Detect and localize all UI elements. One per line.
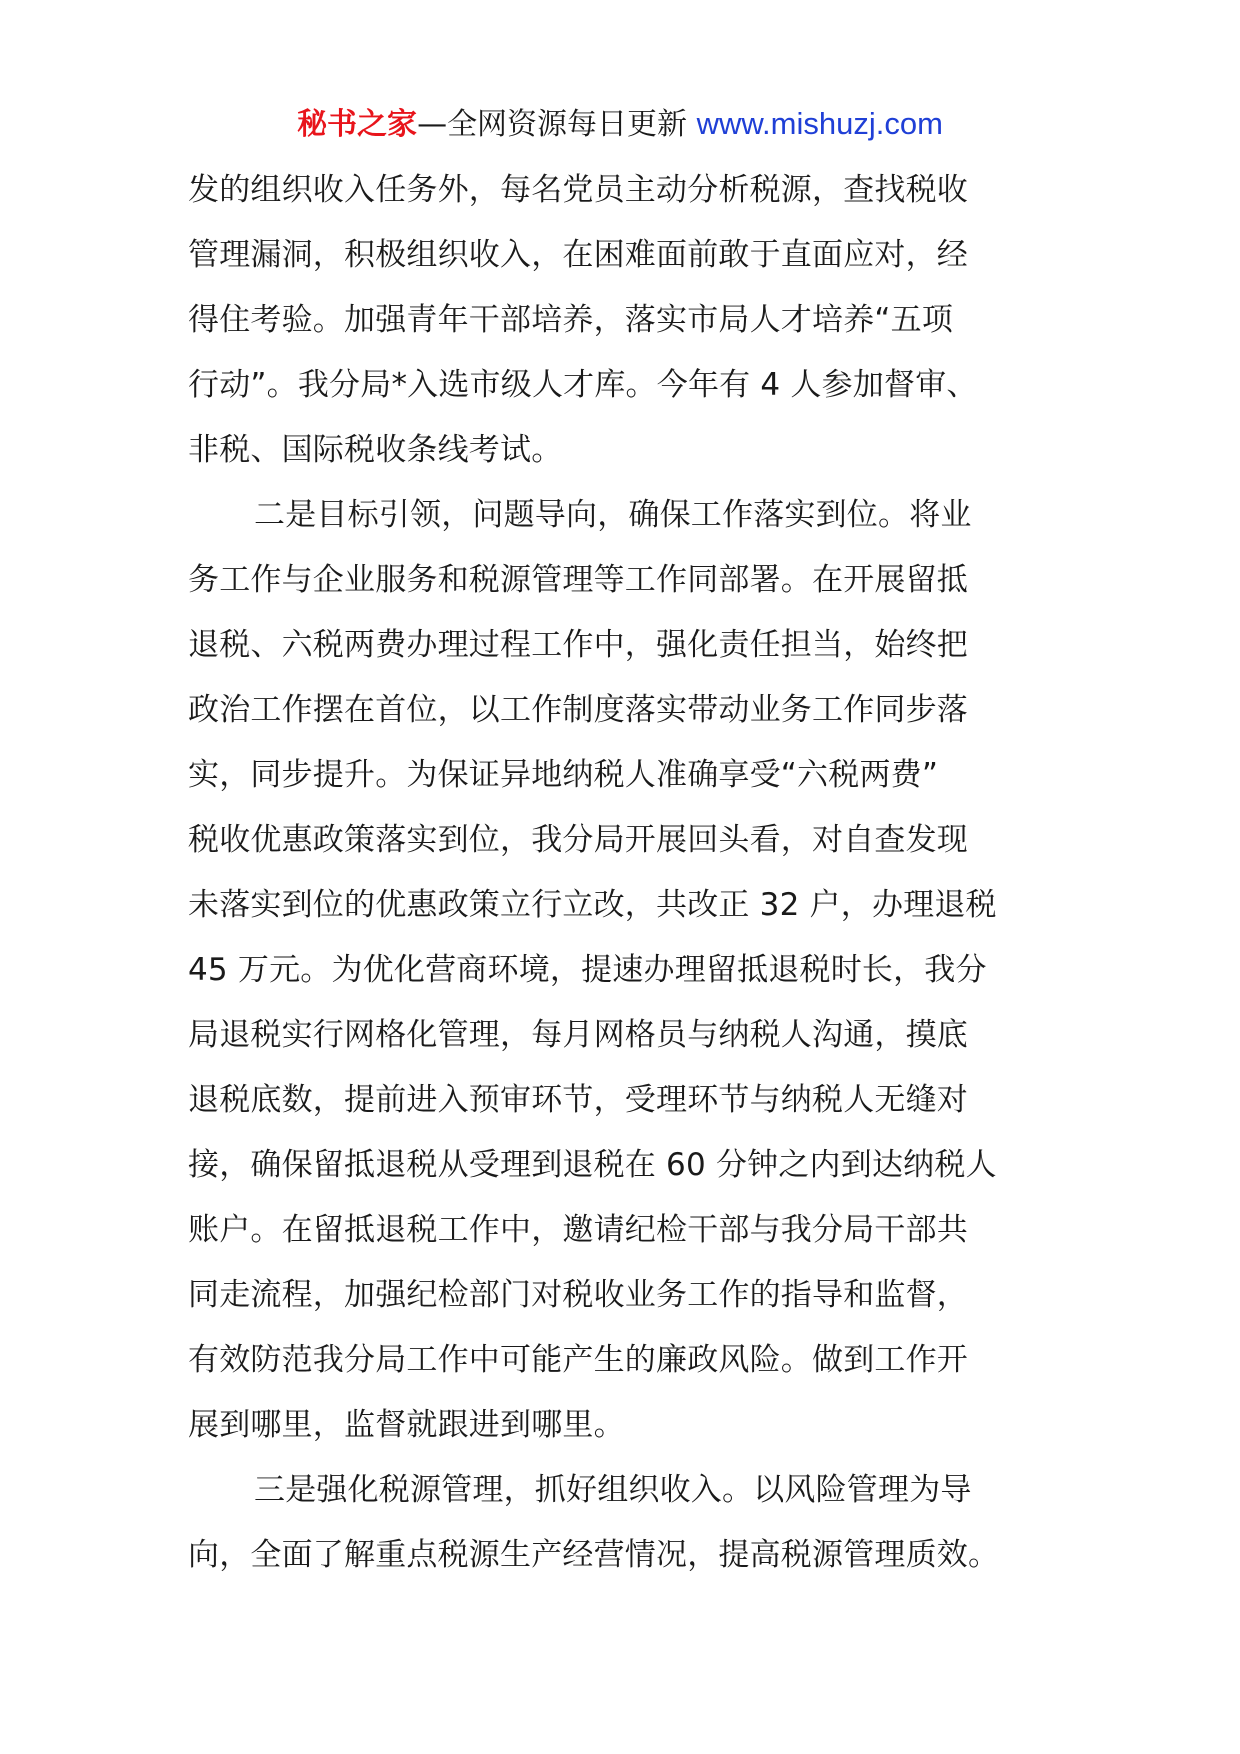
- header-brand: 秘书之家: [297, 107, 418, 142]
- text-line: 展到哪里，监督就跟进到哪里。: [188, 1407, 625, 1443]
- text-line: 税收优惠政策落实到位，我分局开展回头看，对自查发现: [188, 822, 968, 858]
- text-line: 向，全面了解重点税源生产经营情况，提高税源管理质效。: [188, 1537, 1000, 1573]
- text-line: 务工作与企业服务和税源管理等工作同部署。在开展留抵: [188, 562, 968, 598]
- text-line: 得住考验。加强青年干部培养，落实市局人才培养“五项: [188, 302, 954, 338]
- header-url-link[interactable]: www.mishuzj.com: [696, 106, 943, 141]
- text-line: 未落实到位的优惠政策立行立改，共改正 32 户，办理退税: [188, 887, 997, 923]
- text-line: 局退税实行网格化管理，每月网格员与纳税人沟通，摸底: [188, 1017, 968, 1053]
- text-line: 实，同步提升。为保证异地纳税人准确享受“六税两费”: [188, 757, 939, 793]
- paragraph-start-line: 三是强化税源管理，抓好组织收入。以风险管理为导: [254, 1472, 972, 1508]
- text-line: 45 万元。为优化营商环境，提速办理留抵退税时长，我分: [188, 952, 987, 988]
- header-tagline: —全网资源每日更新: [417, 107, 688, 142]
- text-line: 账户。在留抵退税工作中，邀请纪检干部与我分局干部共: [188, 1212, 968, 1248]
- text-line: 退税、六税两费办理过程工作中，强化责任担当，始终把: [188, 627, 968, 663]
- text-line: 行动”。我分局*入选市级人才库。今年有 4 人参加督审、: [188, 367, 978, 403]
- text-line: 非税、国际税收条线考试。: [188, 432, 563, 468]
- text-line: 政治工作摆在首位，以工作制度落实带动业务工作同步落: [188, 692, 968, 728]
- text-line: 退税底数，提前进入预审环节，受理环节与纳税人无缝对: [188, 1082, 968, 1118]
- paragraph-start-line: 二是目标引领，问题导向，确保工作落实到位。将业: [254, 497, 972, 533]
- document-body: [188, 158, 1048, 1588]
- text-line: 发的组织收入任务外，每名党员主动分析税源，查找税收: [188, 172, 968, 208]
- text-line: 同走流程，加强纪检部门对税收业务工作的指导和监督，: [188, 1277, 968, 1313]
- text-line: 有效防范我分局工作中可能产生的廉政风险。做到工作开: [188, 1342, 968, 1378]
- page-header: [0, 104, 1240, 145]
- text-line: 管理漏洞，积极组织收入，在困难面前敢于直面应对，经: [188, 237, 968, 273]
- text-line: 接，确保留抵退税从受理到退税在 60 分钟之内到达纳税人: [188, 1147, 997, 1183]
